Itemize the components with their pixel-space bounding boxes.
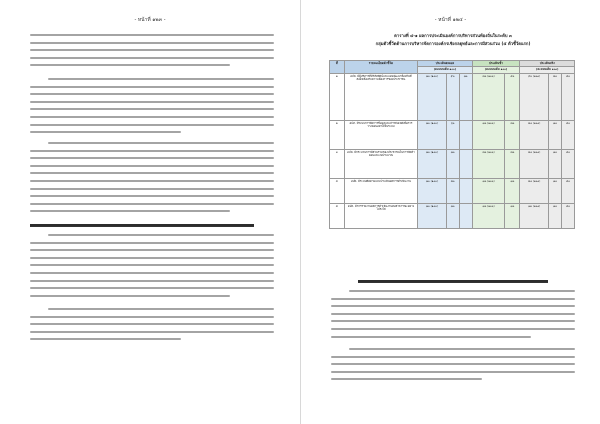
body-text-block-3 <box>30 142 274 218</box>
table-row: ๒ อปท. มีระบบการจัดการข้อมูลและสารสนเทศเพื่อการวางแผนอย่างเป็นระบบ ๗๐ (๑๐๐) ๖๐ ๗๐ (๑๐๐) ๘๐ ๘๐ (๑๐๐) ๗๐ ๕๐ <box>330 120 575 149</box>
results-table <box>329 60 575 229</box>
page-number: - หน้าที่ ๑๒๓ - <box>134 17 166 23</box>
col-header-indicator: รายละเอียดตัวชี้วัด <box>344 61 418 74</box>
body-text-block-6 <box>331 290 575 343</box>
section-heading-line <box>331 280 575 289</box>
group-header-2: ประเมินซ้ำ <box>472 61 520 67</box>
col-header-no: ที่ <box>330 61 345 74</box>
table-row: ๓ อปท. มีกระบวนการมีส่วนร่วมของประชาชนในการจัดทำแผนและงบประมาณ ๗๐ (๑๐๐) ๗๐ ๘๐ (๑๐๐) ๘๐ ๘๐ (๑๐๐) ๗๐ ๕๐ <box>330 149 575 178</box>
group-sub-2: (คะแนนเต็ม ๑๐๐) <box>472 67 520 73</box>
table-title-line-1: ตารางที่ ๔-๑ ผลการประเมินองค์การบริหารส่วนท้องถิ่นในระดับ ๓ <box>394 33 512 38</box>
group-header-1: ประเมินตนเอง <box>418 61 472 67</box>
body-text-block-5 <box>30 308 274 346</box>
page-number: - หน้าที่ ๑๒๔ - <box>434 17 467 23</box>
table-row: ๕ อปท. มีการรายงานผลการดำเนินงานต่อสาธารณะอย่างโปร่งใส ๗๐ (๑๐๐) ๗๐ ๗๐ (๑๐๐) ๗๐ ๗๐ (๑๐๐) ๗๐ ๕๐ <box>330 203 575 228</box>
table-row: ๔ อปท. มีระบบติดตามและประเมินผลการดำเนินงาน ๗๐ (๑๐๐) ๘๐ ๗๐ (๑๐๐) ๗๐ ๘๐ (๑๐๐) ๗๐ ๕๐ <box>330 178 575 203</box>
group-header-3: ประเมินจริง <box>520 61 575 67</box>
body-text-block-1 <box>30 34 274 72</box>
body-text-block-4 <box>30 234 274 302</box>
table-title-line-2: กลุ่มตัวชี้วัดด้านการบริหารจัดการองค์กรเชิงกลยุทธ์และการมีส่วนร่วม (๕ ตัวชี้วัดแรก) <box>375 41 531 46</box>
group-sub-1: (คะแนนเต็ม ๑๐๐) <box>418 67 472 73</box>
body-text-block-2 <box>30 78 274 139</box>
table-row: ๑ อปท. มีผู้บริหารที่มีวิสัยทัศน์และแผนพัฒนาท้องถิ่นที่สอดคล้องกับความต้องการของประชาชน ๗๐ (๑๐๐) ๙๐ ๗๐ ๘๐ (๑๐๐) ๕๐ ๙๐ (๑๐๐) ๘๐ ๕๐ <box>330 73 575 120</box>
right-page <box>300 0 600 424</box>
section-heading-line <box>30 224 274 233</box>
group-sub-3: (คะแนนเต็ม ๑๐๐) <box>520 67 575 73</box>
body-text-block-7 <box>331 348 575 386</box>
